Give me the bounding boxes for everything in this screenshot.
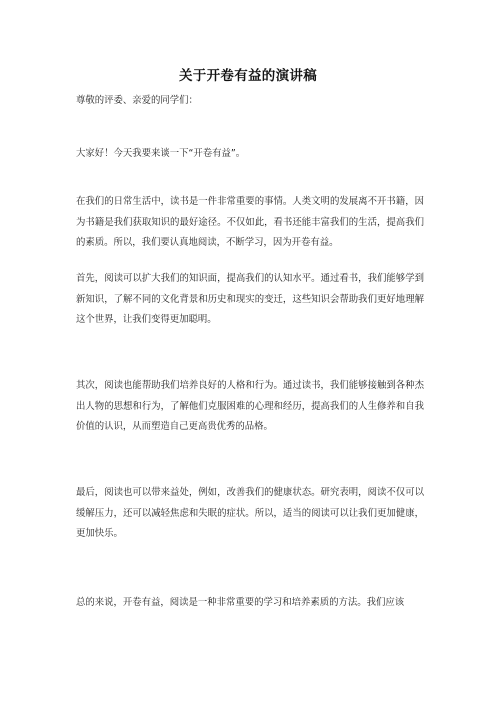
greeting-line: 尊敬的评委、亲爱的同学们： — [76, 95, 198, 106]
paragraph-third-point: 最后，阅读也可以带来益处，例如，改善我们的健康状态。研究表明，阅读不仅可以缓解压力，还可以减轻焦虑和失眠的症状。所以，适当的阅读可以让我们更加健康，更加快乐。 — [76, 487, 424, 539]
paragraph-conclusion: 总的来说，开卷有益，阅读是一种非常重要的学习和培养素质的方法。我们应该 — [76, 597, 405, 608]
paragraph-opening: 大家好！今天我要来谈一下“开卷有益”。 — [76, 148, 246, 159]
paragraph-introduction: 在我们的日常生活中，读书是一件非常重要的事情。人类文明的发展离不开书籍，因为书籍是我们获取知识的最好途径。不仅如此，看书还能丰富我们的生活，提高我们的素质。所以，我们要认真地阅读，不断学习，因为开卷有益。 — [76, 196, 424, 248]
paragraph-second-point: 其次，阅读也能帮助我们培养良好的人格和行为。通过读书，我们能够接触到各种杰出人物的思想和行为，了解他们克服困难的心理和经历，提高我们的人生修养和自我价值的认识，从而塑造自己更高贵优秀的品格。 — [76, 380, 424, 432]
document-title: 关于开卷有益的演讲稿 — [179, 68, 317, 84]
paragraph-first-point: 首先，阅读可以扩大我们的知识面，提高我们的认知水平。通过看书，我们能够学到新知识，了解不同的文化背景和历史和现实的变迁，这些知识会帮助我们更好地理解这个世界，让我们变得更加聪明。 — [76, 273, 424, 325]
